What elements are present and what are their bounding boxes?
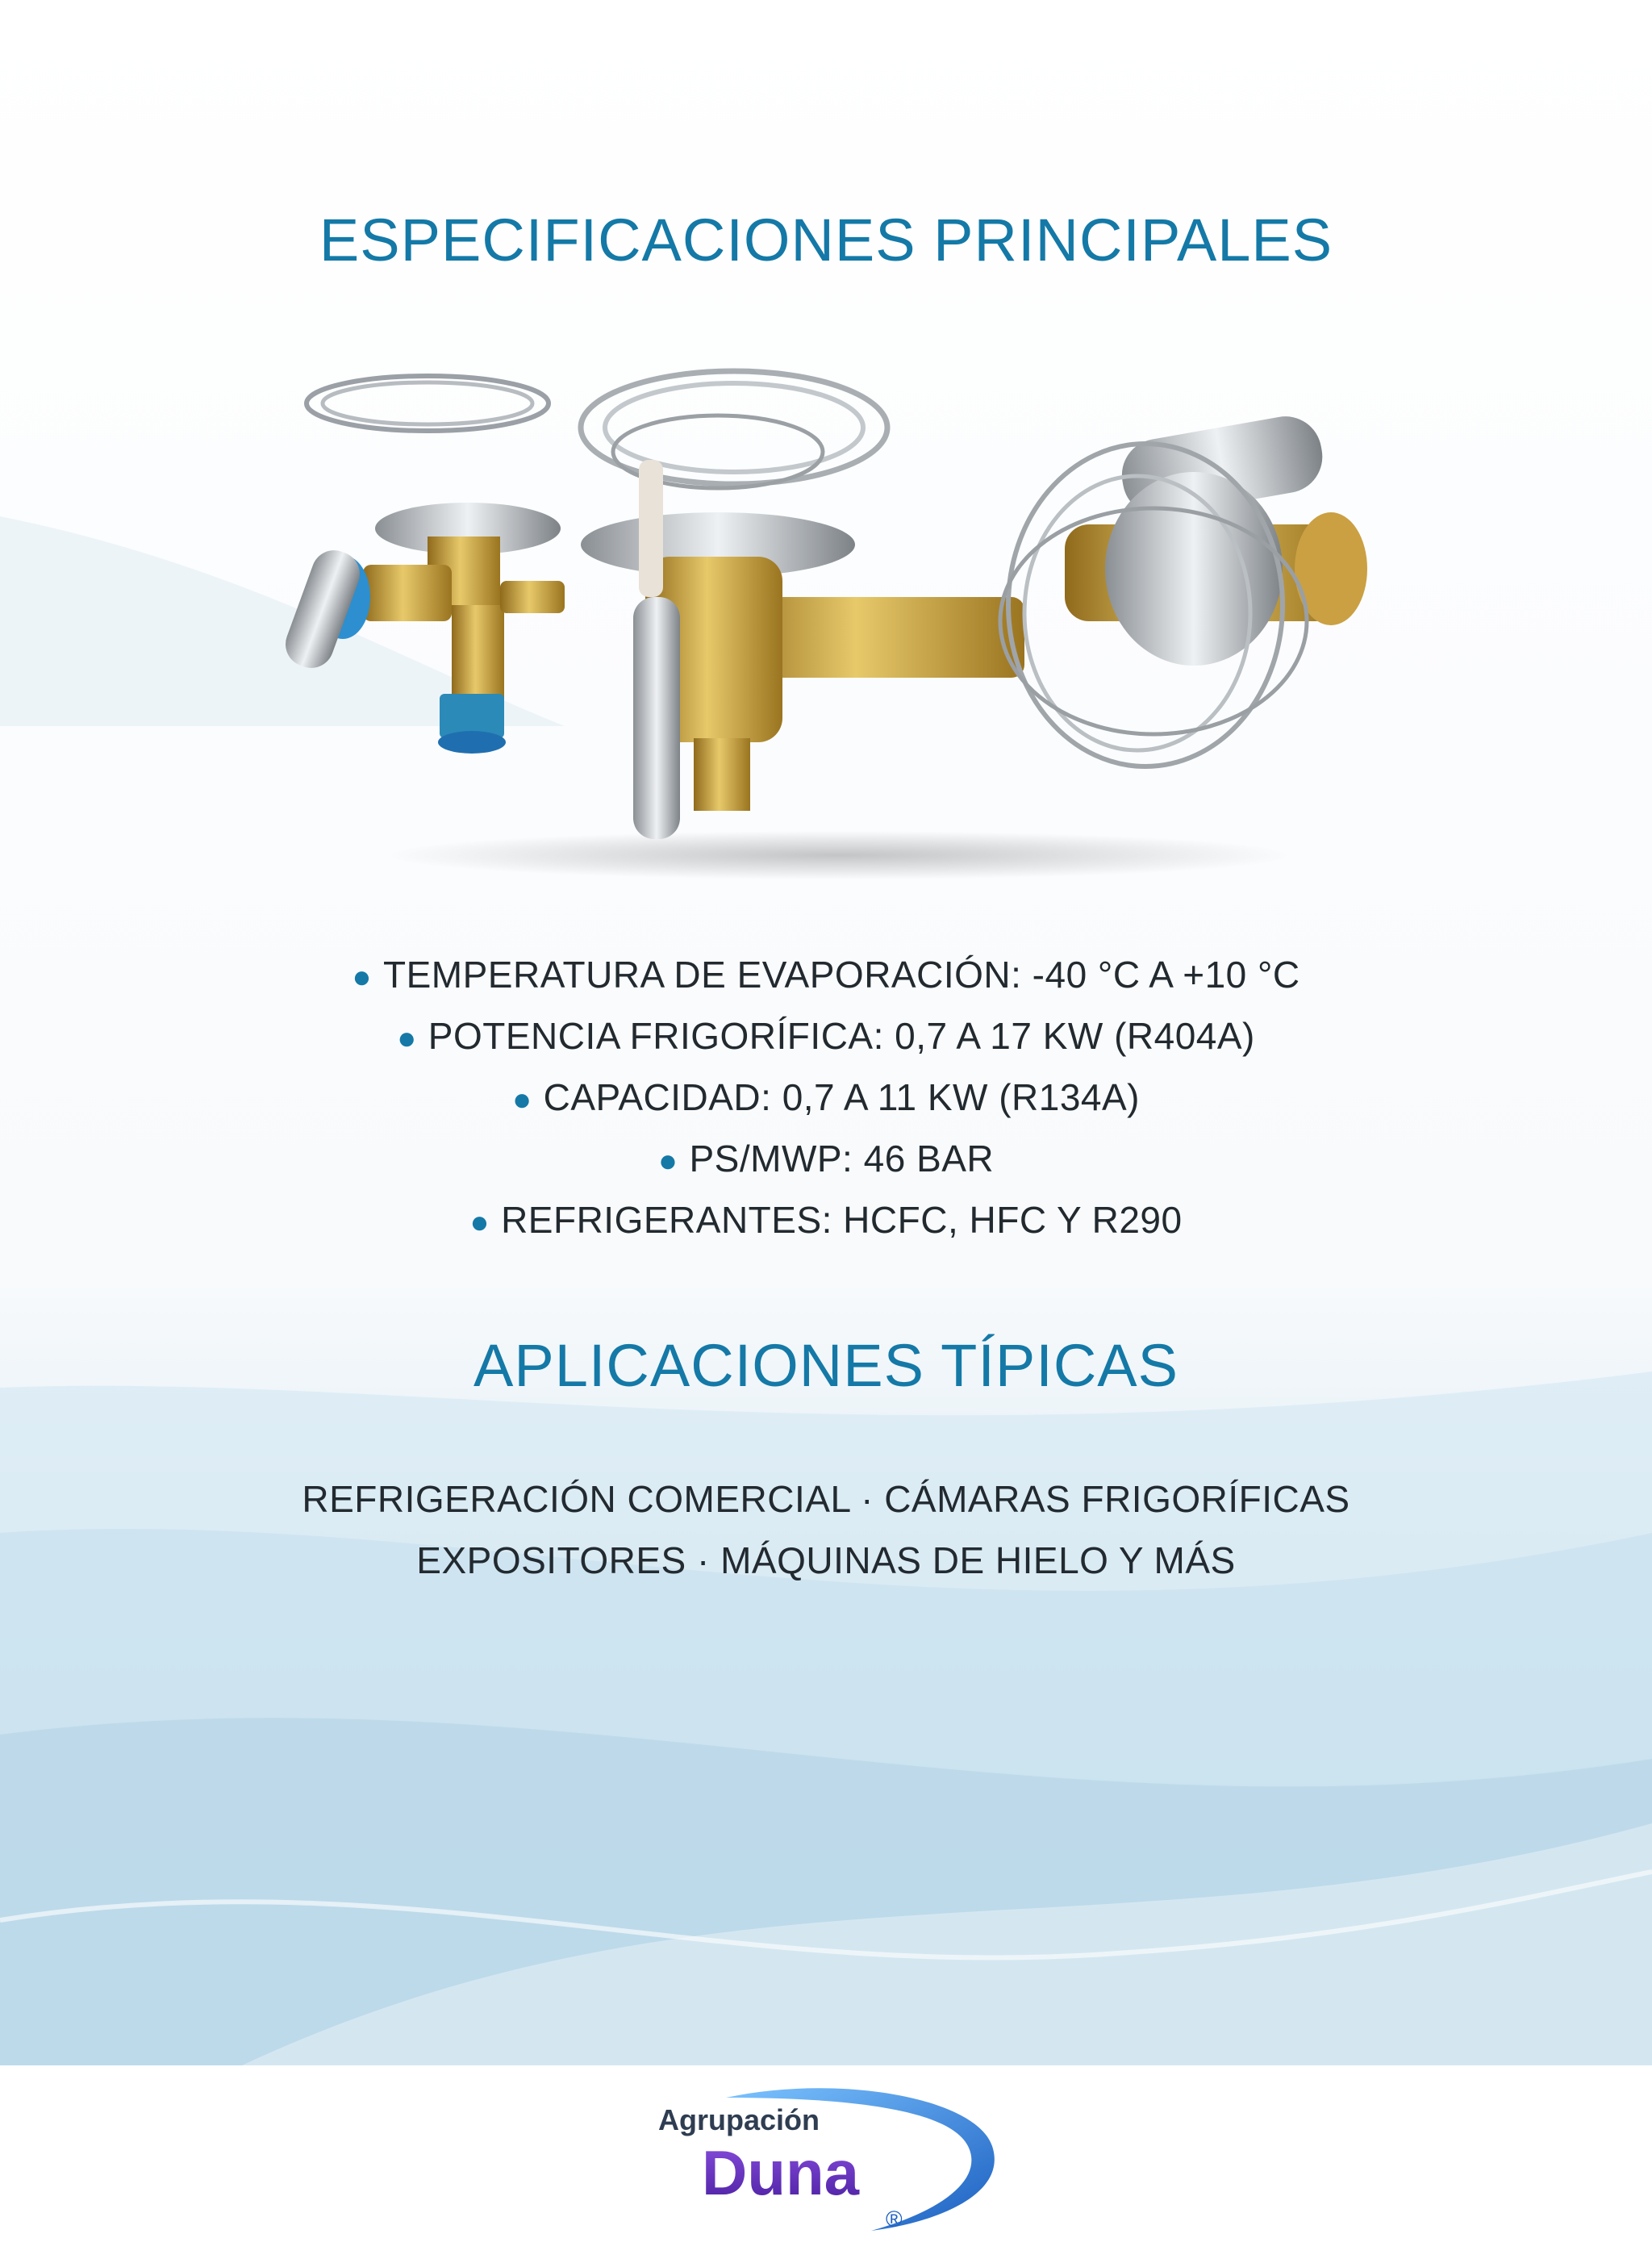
- valve-left: [279, 376, 565, 754]
- spec-item: [0, 1189, 1652, 1251]
- applications-title: APLICACIONES TÍPICAS: [473, 1332, 1179, 1399]
- spec-text: POTENCIA FRIGORÍFICA: 0,7 A 17 KW (R404A): [428, 1015, 1255, 1057]
- bullet-icon: ●: [511, 1082, 532, 1117]
- spec-item: [0, 1128, 1652, 1189]
- spec-text: CAPACIDAD: 0,7 A 11 KW (R134A): [543, 1076, 1140, 1118]
- specs-title: ESPECIFICACIONES PRINCIPALES: [319, 207, 1333, 274]
- valve-center: [581, 371, 1024, 839]
- brand-logo: [629, 2082, 1016, 2259]
- bullet-icon: ●: [397, 1021, 417, 1056]
- bullet-icon: ●: [469, 1205, 490, 1240]
- bullet-icon: ●: [657, 1143, 678, 1179]
- applications-list: [0, 1468, 1652, 1591]
- spec-text: TEMPERATURA DE EVAPORACIÓN: -40 °C A +10 °C: [383, 954, 1300, 996]
- spec-text: PS/MWP: 46 BAR: [689, 1138, 995, 1180]
- spec-item: [0, 1005, 1652, 1067]
- spec-item: [0, 944, 1652, 1005]
- valve-right: [1000, 411, 1367, 766]
- bullet-icon: ●: [352, 959, 373, 995]
- specs-list: [0, 944, 1652, 1251]
- application-line: EXPOSITORES · MÁQUINAS DE HIELO Y MÁS: [416, 1539, 1236, 1581]
- product-image-expansion-valves: [266, 339, 1412, 887]
- logo-registered-mark: ®: [886, 2207, 903, 2232]
- spec-item: [0, 1067, 1652, 1128]
- application-line: REFRIGERACIÓN COMERCIAL · CÁMARAS FRIGORÍFICAS: [302, 1478, 1350, 1520]
- logo-line1: Agrupación: [658, 2103, 820, 2136]
- spec-text: REFRIGERANTES: HCFC, HFC Y R290: [501, 1199, 1183, 1241]
- logo-line2: Duna: [702, 2137, 859, 2208]
